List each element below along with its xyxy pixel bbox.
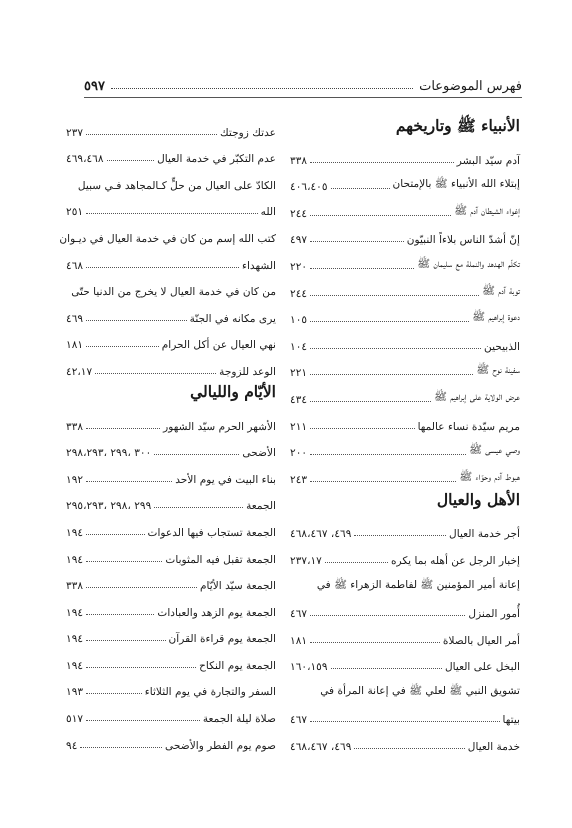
entry-title: الوعد للزوجة — [219, 365, 276, 378]
leader-dots — [354, 535, 446, 536]
entry-page-numbers: ٢٥١ — [66, 206, 84, 219]
entry-page-numbers: ٢٩٩ ،٢٩٨ ،٢٩٥،٢٩٣ — [66, 500, 152, 513]
entry-page-numbers: ١٩٤ — [66, 553, 84, 566]
entry-page-numbers: ١٨١ — [66, 339, 84, 352]
section-heading: الأهل والعيال — [436, 489, 520, 509]
entry-page-numbers: ٣٣٨ — [66, 420, 84, 433]
entry-title: إعانة أمير المؤمنين ﷺ لفاطمة الزهراء ﷺ في — [316, 578, 520, 591]
entry-title: الجمعة يوم النكاح — [199, 659, 276, 672]
section-heading: الأيّام والليالي — [190, 381, 276, 401]
entry-title: صوم يوم الفطر والأضحى — [165, 739, 276, 752]
index-entry — [290, 167, 520, 194]
entry-title: بيتها — [502, 714, 520, 727]
entry-page-numbers: ٢٣٧،١٧ — [290, 554, 322, 567]
entry-page-numbers: ٤٠٦،٤٠٥ — [290, 181, 328, 194]
entry-title: البخل على العيال — [444, 661, 520, 674]
entry-title: الشهداء — [242, 259, 276, 272]
index-entry — [290, 326, 520, 353]
entry-title: توبة آدم ﷺ — [482, 284, 520, 297]
index-entry — [290, 379, 520, 406]
entry-page-numbers: ٢٤٤ — [290, 207, 308, 220]
leader-dots — [86, 481, 172, 482]
leader-dots — [310, 295, 479, 296]
index-entry — [66, 406, 276, 433]
entry-title: من كان في خدمة العيال لا يخرج من الدنيا حتّى — [71, 286, 276, 299]
entry-page-numbers: ٢٢٠ — [290, 260, 308, 273]
entry-title: تكلّم الهدهد والنملة مع سليمان ﷺ — [417, 257, 520, 270]
entry-page-numbers: ٢٤٣ — [290, 473, 308, 486]
leader-dots — [310, 374, 473, 375]
entry-title: أجر خدمة العيال — [449, 528, 520, 541]
entry-page-numbers: ٢٠٠ — [290, 447, 308, 460]
leader-dots — [310, 615, 465, 616]
index-entry — [290, 433, 520, 460]
entry-title: الأشهر الحرم سيّد الشهور — [163, 420, 276, 433]
leader-dots — [310, 215, 451, 216]
entry-title: كتب الله إسم من كان في خدمة العيال في ديـوان — [59, 232, 276, 245]
leader-dots — [86, 640, 165, 641]
entry-title: خدمة العيال — [467, 741, 520, 754]
leader-dots — [95, 373, 216, 374]
entry-title: مريم سيّدة نساء عالمها — [417, 420, 520, 433]
index-entry — [66, 298, 276, 325]
index-entry-continued — [59, 218, 276, 245]
leader-dots — [86, 346, 159, 347]
leader-dots — [331, 188, 390, 189]
index-entry — [290, 594, 520, 621]
entry-title: صلاة ليلة الجمعة — [202, 713, 276, 726]
entry-page-numbers: ٥١٧ — [66, 713, 84, 726]
leader-dots — [86, 693, 142, 694]
entry-title: الجمعة يوم قراءة القرآن — [168, 633, 276, 646]
entry-page-numbers: ٤٦٩ — [66, 312, 84, 325]
index-entry — [66, 725, 276, 752]
index-entry — [290, 193, 520, 220]
index-entry — [66, 433, 276, 460]
leader-dots — [310, 428, 414, 429]
entry-title: بناء البيت في يوم الأحد — [175, 473, 276, 486]
index-entry — [66, 645, 276, 672]
entry-title: إنّ أشدّ الناس بلاءاً النبيّون — [406, 234, 520, 247]
index-entry — [290, 620, 520, 647]
index-entry — [66, 566, 276, 593]
index-entry — [290, 300, 520, 327]
header-page-number: ٥٩٧ — [84, 79, 105, 94]
entry-title: الجمعة — [246, 500, 276, 513]
entry-title: وصي عيسى ﷺ — [469, 444, 520, 457]
entry-title: الكادّ على العيال من حلٍّ كـالمجاهد فـي سبيل — [77, 179, 276, 192]
entry-page-numbers: ١٦٠،١٥٩ — [290, 661, 328, 674]
entry-page-numbers: ٤٣٤ — [290, 393, 308, 406]
entry-title: إبتلاء الله الأنبياء ﷺ بالإمتحان — [392, 178, 520, 191]
entry-title: تشويق النبي ﷺ لعلي ﷺ في إعانة المرأة في — [320, 684, 520, 697]
leader-dots — [154, 454, 239, 455]
entry-title: عرض الولاية على إبراهيم ﷺ — [434, 390, 520, 403]
entry-title: إخبار الرجل عن أهله بما يكره — [390, 554, 520, 567]
entry-page-numbers: ٢١١ — [290, 420, 308, 433]
entry-page-numbers: ١٩٤ — [66, 633, 84, 646]
index-entry — [66, 139, 276, 166]
entry-title: الجمعة تقبل فيه المثوبات — [165, 553, 276, 566]
entry-title: سفينة نوح ﷺ — [476, 364, 520, 377]
index-entry — [290, 273, 520, 300]
index-entry — [66, 459, 276, 486]
leader-dots — [310, 721, 499, 722]
entry-title: نهي العيال عن أكل الحرام — [161, 339, 276, 352]
entry-page-numbers: ١٩٢ — [66, 473, 84, 486]
entry-page-numbers: ٤٦٩، ٤٦٨،٤٦٧ — [290, 528, 352, 541]
section-heading: الأنبياء ﷺ وتاريخهم — [395, 116, 520, 135]
entry-page-numbers: ٢٢١ — [290, 367, 308, 380]
entry-page-numbers: ١٠٤ — [290, 340, 308, 353]
leader-dots — [107, 160, 155, 161]
leader-dots — [86, 667, 196, 668]
leader-dots — [310, 401, 431, 402]
entry-page-numbers: ١٨١ — [290, 634, 308, 647]
leader-dots — [80, 747, 162, 748]
entry-title: الجمعة تستجاب فيها الدعوات — [147, 526, 276, 539]
entry-title: السفر والتجارة في يوم الثلاثاء — [144, 686, 276, 699]
leader-dots — [354, 748, 464, 749]
index-entry — [290, 353, 520, 380]
leader-dots — [310, 348, 481, 349]
index-entry-continued — [290, 567, 520, 594]
header-title: فهرس الموضوعات — [419, 79, 522, 94]
entry-page-numbers: ١٩٤ — [66, 659, 84, 672]
entry-page-numbers: ٢٣٧ — [66, 126, 84, 139]
entry-page-numbers: ٣٣٨ — [290, 154, 308, 167]
index-entry — [66, 512, 276, 539]
entry-page-numbers: ١٩٤ — [66, 526, 84, 539]
entry-page-numbers: ٤٦٧ — [290, 714, 308, 727]
entry-title: دعوة إبراهيم ﷺ — [472, 311, 520, 324]
index-entry — [66, 192, 276, 219]
entry-title: الله — [260, 206, 276, 219]
entry-page-numbers: ٤٢،١٧ — [66, 365, 93, 378]
entry-page-numbers: ١٩٤ — [66, 606, 84, 619]
leader-dots — [86, 720, 200, 721]
leader-dots — [86, 587, 197, 588]
leader-dots — [86, 614, 154, 615]
index-entry — [66, 698, 276, 725]
entry-page-numbers: ٣٠٠ ،٢٩٩ ،٢٩٨،٢٩٣ — [66, 447, 152, 460]
leader-dots — [86, 213, 258, 214]
leader-dots — [86, 320, 187, 321]
entry-title: إغواء الشيطان آدم ﷺ — [454, 204, 520, 217]
index-entry — [66, 539, 276, 566]
index-entry — [290, 140, 520, 167]
entry-title: الجمعة يوم الزهد والعبادات — [157, 606, 276, 619]
entry-page-numbers: ٤٦٧ — [290, 608, 308, 621]
leader-dots — [310, 241, 404, 242]
leader-dots — [310, 321, 469, 322]
index-entry — [66, 351, 276, 378]
leader-dots — [310, 162, 454, 163]
entry-title: أمر العيال بالصلاة — [442, 634, 520, 647]
index-entry — [66, 245, 276, 272]
leader-dots — [86, 428, 160, 429]
index-entry — [66, 325, 276, 352]
leader-dots — [86, 561, 162, 562]
entry-title: عدتك زوجتك — [219, 126, 276, 139]
entry-title: هبوط آدم وحوّاء ﷺ — [459, 470, 520, 483]
index-entry — [66, 672, 276, 699]
index-entry-continued — [66, 165, 276, 192]
index-entry — [66, 619, 276, 646]
leader-dots — [325, 562, 388, 563]
entry-page-numbers: ١٩٣ — [66, 686, 84, 699]
index-entry-continued — [66, 272, 276, 299]
entry-title: الذبيحين — [484, 340, 520, 353]
index-entry-continued — [290, 673, 520, 700]
leader-dots — [331, 668, 442, 669]
index-entry — [290, 459, 520, 486]
index-entry — [290, 246, 520, 273]
index-entry — [290, 406, 520, 433]
index-entry — [66, 592, 276, 619]
leader-dots — [154, 507, 243, 508]
index-entry — [290, 540, 520, 567]
entry-page-numbers: ٤٩٧ — [290, 234, 308, 247]
leader-dots — [310, 642, 440, 643]
leader-dots — [310, 454, 466, 455]
index-column-left — [59, 112, 276, 752]
leader-dots — [310, 268, 414, 269]
entry-page-numbers: ٣٣٨ — [66, 580, 84, 593]
entry-page-numbers: ٤٦٩، ٤٦٨،٤٦٧ — [290, 741, 352, 754]
index-entry — [290, 726, 520, 753]
header-leader-dots — [111, 88, 413, 89]
entry-page-numbers: ٢٤٤ — [290, 287, 308, 300]
index-entry — [290, 514, 520, 541]
index-column-right — [290, 112, 520, 753]
index-entry — [290, 647, 520, 674]
index-entry — [290, 220, 520, 247]
index-entry — [66, 112, 276, 139]
running-header — [84, 70, 522, 98]
entry-title: آدم سيّد البشر — [456, 154, 520, 167]
entry-page-numbers: ٤٦٩،٤٦٨ — [66, 153, 104, 166]
leader-dots — [86, 267, 239, 268]
leader-dots — [86, 134, 217, 135]
index-entry — [66, 486, 276, 513]
entry-title: يرى مكانه في الجنّة — [189, 312, 276, 325]
entry-title: عدم التكبّر في خدمة العيال — [157, 153, 276, 166]
leader-dots — [310, 481, 456, 482]
entry-page-numbers: ١٠٥ — [290, 314, 308, 327]
leader-dots — [86, 534, 144, 535]
entry-title: أُمور المنزل — [468, 608, 520, 621]
entry-title: الجمعة سيّد الأيّام — [199, 580, 276, 593]
index-entry — [290, 700, 520, 727]
entry-page-numbers: ٩٤ — [66, 739, 78, 752]
entry-page-numbers: ٤٦٨ — [66, 259, 84, 272]
entry-title: الأضحى — [242, 447, 276, 460]
